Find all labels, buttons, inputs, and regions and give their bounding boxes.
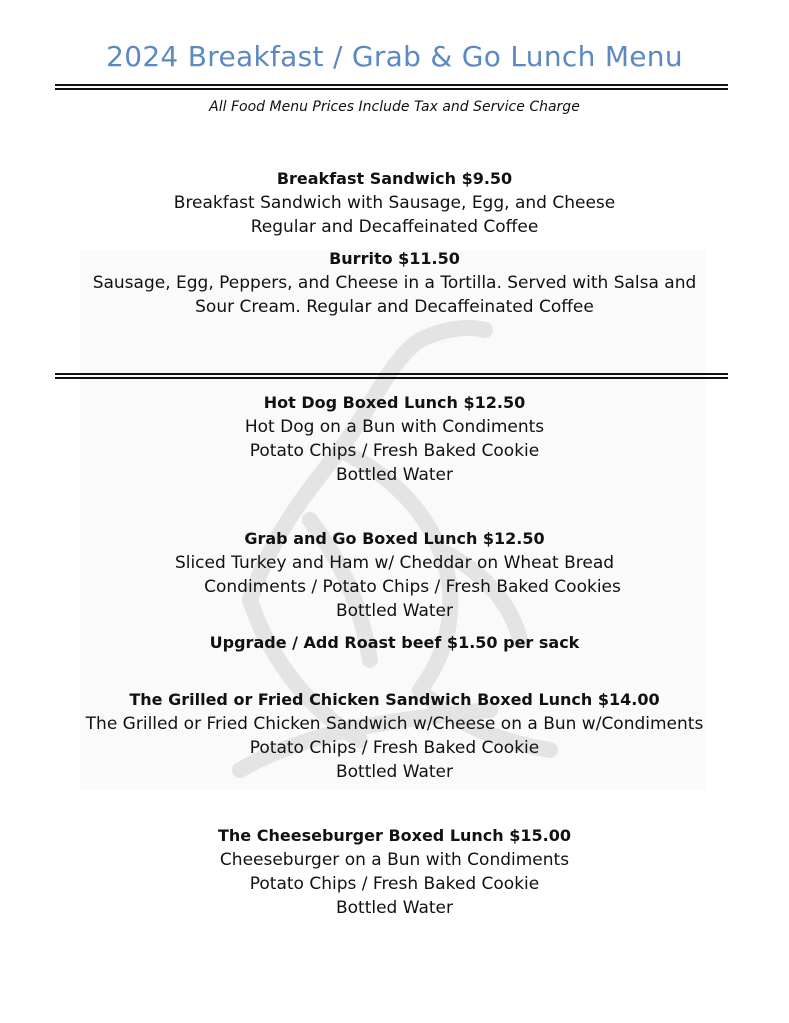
item-line: Bottled Water [335, 465, 454, 485]
item-line: Potato Chips / Fresh Baked Cookie [249, 874, 540, 894]
item-line: Sour Cream. Regular and Decaffeinated Coffee [195, 297, 594, 317]
item-heading: Burrito $11.50 [329, 249, 460, 268]
breakfast-sandwich-item [0, 167, 789, 239]
item-line: Potato Chips / Fresh Baked Cookie [249, 441, 540, 461]
item-heading: The Grilled or Fried Chicken Sandwich Boxed Lunch $14.00 [129, 690, 660, 709]
burrito-item [0, 247, 789, 319]
item-line: Breakfast Sandwich with Sausage, Egg, and Cheese [173, 193, 616, 213]
title-divider [55, 84, 728, 90]
grab-and-go-item [0, 527, 789, 655]
item-line: Hot Dog on a Bun with Condiments [244, 417, 545, 437]
price-note: All Food Menu Prices Include Tax and Service Charge [209, 99, 580, 115]
menu-title: 2024 Breakfast / Grab & Go Lunch Menu [106, 40, 683, 73]
item-heading: Hot Dog Boxed Lunch $12.50 [263, 393, 526, 412]
section-divider [55, 373, 728, 379]
item-line: Condiments / Potato Chips / Fresh Baked Cookies [204, 577, 621, 597]
item-heading: The Cheeseburger Boxed Lunch $15.00 [218, 826, 571, 845]
item-line: Regular and Decaffeinated Coffee [250, 217, 539, 237]
item-line: Potato Chips / Fresh Baked Cookie [249, 738, 540, 758]
item-heading: Breakfast Sandwich $9.50 [276, 169, 513, 188]
item-line: Bottled Water [335, 601, 454, 621]
item-line: Sliced Turkey and Ham w/ Cheddar on Wheat Bread [174, 553, 615, 573]
item-heading: Grab and Go Boxed Lunch $12.50 [244, 529, 545, 548]
item-line: Bottled Water [335, 898, 454, 918]
item-line: The Grilled or Fried Chicken Sandwich w/Cheese on a Bun w/Condiments [85, 714, 704, 734]
cheeseburger-item [0, 824, 789, 920]
item-line: Sausage, Egg, Peppers, and Cheese in a Tortilla. Served with Salsa and [92, 273, 697, 293]
hot-dog-item [0, 391, 789, 487]
chicken-sandwich-item [0, 688, 789, 784]
item-line: Bottled Water [335, 762, 454, 782]
item-line: Cheeseburger on a Bun with Condiments [219, 850, 570, 870]
upgrade-note: Upgrade / Add Roast beef $1.50 per sack [209, 633, 580, 652]
